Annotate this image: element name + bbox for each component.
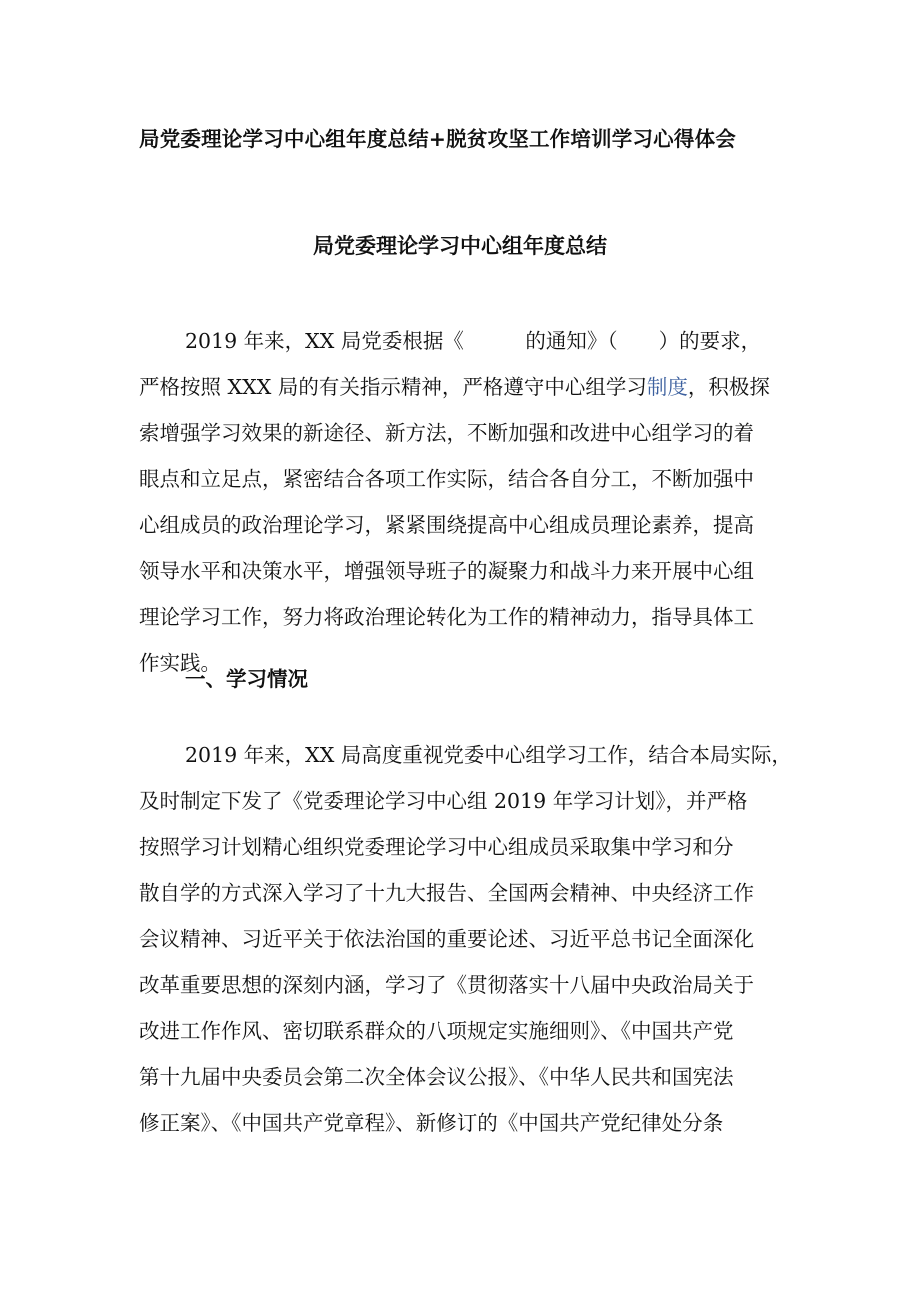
paragraph-line: 会议精神、习近平关于依法治国的重要论述、习近平总书记全面深化 — [139, 927, 754, 951]
paragraph-2 — [139, 732, 792, 1146]
section-title: 局党委理论学习中心组年度总结 — [313, 234, 607, 258]
text-span: ，积极探 — [687, 375, 770, 399]
paragraph-line: 及时制定下发了《党委理论学习中心组 2019 年学习计划》，并严格 — [139, 789, 748, 813]
paragraph-line: 改进工作作风、密切联系群众的八项规定实施细则》、《中国共产党 — [139, 1019, 734, 1043]
paragraph-line: 索增强学习效果的新途径、新方法，不断加强和改进中心组学习的着 — [139, 421, 754, 445]
paragraph-line: 2019 年来，XX 局高度重视党委中心组学习工作，结合本局实际， — [185, 743, 792, 767]
paragraph-line: 心组成员的政治理论学习，紧紧围绕提高中心组成员理论素养，提高 — [139, 513, 754, 537]
paragraph-line: 第十九届中央委员会第二次全体会议公报》、《中华人民共和国宪法 — [139, 1065, 734, 1089]
text-span: 严格按照 XXX 局的有关指示精神，严格遵守中心组学习 — [139, 375, 647, 399]
paragraph-line: 眼点和立足点，紧密结合各项工作实际，结合各自分工，不断加强中 — [139, 467, 754, 491]
system-link[interactable]: 制度 — [646, 375, 688, 399]
paragraph-line: 领导水平和决策水平，增强领导班子的凝聚力和战斗力来开展中心组 — [139, 559, 754, 583]
paragraph-line: 按照学习计划精心组织党委理论学习中心组成员采取集中学习和分 — [139, 835, 734, 859]
paragraph-line: 散自学的方式深入学习了十九大报告、全国两会精神、中央经济工作 — [139, 881, 754, 905]
paragraph-line: 修正案》、《中国共产党章程》、新修订的《中国共产党纪律处分条 — [139, 1111, 724, 1135]
heading-study-situation: 一、学习情况 — [185, 667, 308, 691]
paragraph-line: 理论学习工作，努力将政治理论转化为工作的精神动力，指导具体工 — [139, 605, 754, 629]
paragraph-line: 改革重要思想的深刻内涵，学习了《贯彻落实十八届中央政治局关于 — [139, 973, 754, 997]
document-title: 局党委理论学习中心组年度总结+脱贫攻坚工作培训学习心得体会 — [139, 127, 736, 151]
paragraph-1 — [139, 318, 783, 686]
paragraph-line — [139, 364, 783, 410]
paragraph-line: 2019 年来，XX 局党委根据《 的通知》（ ）的要求， — [185, 329, 762, 353]
paragraph-line: 作实践。 — [139, 651, 221, 675]
